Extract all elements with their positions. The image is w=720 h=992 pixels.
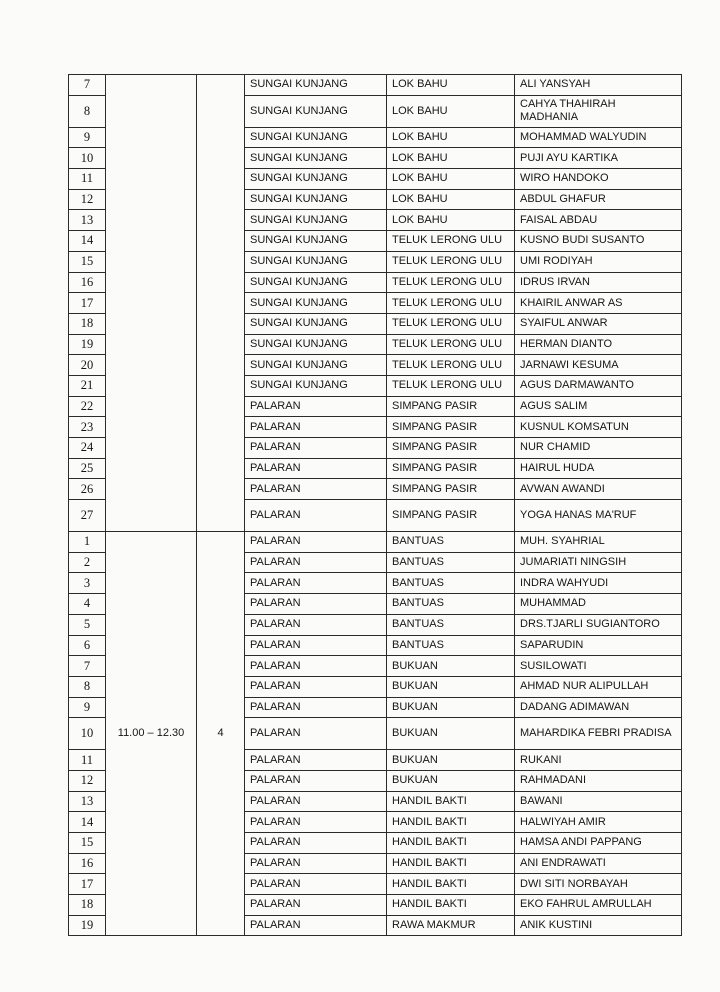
participant-name-cell: AGUS DARMAWANTO	[515, 375, 682, 396]
kelurahan-cell: TELUK LERONG ULU	[387, 313, 515, 334]
row-number: 6	[69, 635, 106, 656]
kecamatan-cell: PALARAN	[245, 853, 387, 874]
participant-name-cell: INDRA WAHYUDI	[515, 573, 682, 594]
kecamatan-cell: SUNGAI KUNJANG	[245, 127, 387, 148]
kecamatan-cell: PALARAN	[245, 750, 387, 771]
kelurahan-cell: BANTUAS	[387, 614, 515, 635]
participant-name-cell: KUSNUL KOMSATUN	[515, 417, 682, 438]
row-number: 20	[69, 355, 106, 376]
row-number: 7	[69, 656, 106, 677]
participant-name-cell: SUSILOWATI	[515, 656, 682, 677]
kelurahan-cell: LOK BAHU	[387, 169, 515, 190]
row-number: 8	[69, 676, 106, 697]
kelurahan-cell: BANTUAS	[387, 532, 515, 553]
participant-name-cell: KUSNO BUDI SUSANTO	[515, 231, 682, 252]
row-number: 5	[69, 614, 106, 635]
row-number: 10	[69, 718, 106, 750]
participant-name-cell: KHAIRIL ANWAR AS	[515, 293, 682, 314]
kecamatan-cell: SUNGAI KUNJANG	[245, 375, 387, 396]
participant-name-cell: SYAIFUL ANWAR	[515, 313, 682, 334]
row-number: 2	[69, 552, 106, 573]
row-number: 18	[69, 313, 106, 334]
kecamatan-cell: PALARAN	[245, 396, 387, 417]
kelurahan-cell: LOK BAHU	[387, 75, 515, 96]
kecamatan-cell: PALARAN	[245, 594, 387, 615]
participant-name-cell: DWI SITI NORBAYAH	[515, 874, 682, 895]
row-number: 11	[69, 169, 106, 190]
participant-schedule-table	[68, 74, 682, 936]
kecamatan-cell: PALARAN	[245, 417, 387, 438]
kecamatan-cell: PALARAN	[245, 915, 387, 936]
kecamatan-cell: PALARAN	[245, 479, 387, 500]
participant-name-cell: MUHAMMAD	[515, 594, 682, 615]
participant-name-cell: IDRUS IRVAN	[515, 272, 682, 293]
row-number: 4	[69, 594, 106, 615]
kelurahan-cell: HANDIL BAKTI	[387, 791, 515, 812]
kecamatan-cell: PALARAN	[245, 552, 387, 573]
kelurahan-cell: BUKUAN	[387, 718, 515, 750]
kecamatan-cell: PALARAN	[245, 676, 387, 697]
kecamatan-cell: SUNGAI KUNJANG	[245, 272, 387, 293]
kecamatan-cell: SUNGAI KUNJANG	[245, 251, 387, 272]
participant-name-cell: MOHAMMAD WALYUDIN	[515, 127, 682, 148]
row-number: 25	[69, 458, 106, 479]
kecamatan-cell: PALARAN	[245, 458, 387, 479]
kecamatan-cell: SUNGAI KUNJANG	[245, 148, 387, 169]
participant-name-cell: HAIRUL HUDA	[515, 458, 682, 479]
kecamatan-cell: PALARAN	[245, 500, 387, 532]
kecamatan-cell: SUNGAI KUNJANG	[245, 210, 387, 231]
table-row	[69, 75, 682, 96]
row-number: 16	[69, 272, 106, 293]
row-number: 27	[69, 500, 106, 532]
session-time	[106, 75, 197, 532]
row-number: 7	[69, 75, 106, 96]
kecamatan-cell: PALARAN	[245, 635, 387, 656]
row-number: 13	[69, 210, 106, 231]
participant-name-cell: WIRO HANDOKO	[515, 169, 682, 190]
participant-name-cell: SAPARUDIN	[515, 635, 682, 656]
kelurahan-cell: SIMPANG PASIR	[387, 479, 515, 500]
row-number: 11	[69, 750, 106, 771]
row-number: 17	[69, 293, 106, 314]
kecamatan-cell: PALARAN	[245, 895, 387, 916]
kecamatan-cell: SUNGAI KUNJANG	[245, 231, 387, 252]
kelurahan-cell: BANTUAS	[387, 552, 515, 573]
row-number: 9	[69, 697, 106, 718]
row-number: 9	[69, 127, 106, 148]
participant-name-cell: DADANG ADIMAWAN	[515, 697, 682, 718]
kelurahan-cell: SIMPANG PASIR	[387, 500, 515, 532]
row-number: 14	[69, 812, 106, 833]
table-body	[69, 75, 682, 936]
kelurahan-cell: BANTUAS	[387, 635, 515, 656]
kelurahan-cell: BUKUAN	[387, 656, 515, 677]
kelurahan-cell: LOK BAHU	[387, 95, 515, 127]
kecamatan-cell: PALARAN	[245, 438, 387, 459]
row-number: 23	[69, 417, 106, 438]
kelurahan-cell: TELUK LERONG ULU	[387, 251, 515, 272]
session-group	[197, 75, 245, 532]
kecamatan-cell: SUNGAI KUNJANG	[245, 75, 387, 96]
participant-name-cell: DRS.TJARLI SUGIANTORO	[515, 614, 682, 635]
kelurahan-cell: TELUK LERONG ULU	[387, 334, 515, 355]
kecamatan-cell: SUNGAI KUNJANG	[245, 334, 387, 355]
kelurahan-cell: BUKUAN	[387, 750, 515, 771]
kecamatan-cell: SUNGAI KUNJANG	[245, 313, 387, 334]
kecamatan-cell: PALARAN	[245, 874, 387, 895]
kecamatan-cell: PALARAN	[245, 833, 387, 854]
participant-name-cell: UMI RODIYAH	[515, 251, 682, 272]
kecamatan-cell: PALARAN	[245, 812, 387, 833]
kecamatan-cell: PALARAN	[245, 718, 387, 750]
row-number: 13	[69, 791, 106, 812]
participant-name-cell: MAHARDIKA FEBRI PRADISA	[515, 718, 682, 750]
participant-name-cell: HERMAN DIANTO	[515, 334, 682, 355]
row-number: 15	[69, 833, 106, 854]
row-number: 22	[69, 396, 106, 417]
kecamatan-cell: PALARAN	[245, 791, 387, 812]
participant-name-cell: EKO FAHRUL AMRULLAH	[515, 895, 682, 916]
kecamatan-cell: PALARAN	[245, 697, 387, 718]
kecamatan-cell: PALARAN	[245, 573, 387, 594]
participant-name-cell: AVWAN AWANDI	[515, 479, 682, 500]
kelurahan-cell: TELUK LERONG ULU	[387, 355, 515, 376]
participant-name-cell: ALI YANSYAH	[515, 75, 682, 96]
kelurahan-cell: RAWA MAKMUR	[387, 915, 515, 936]
kelurahan-cell: HANDIL BAKTI	[387, 874, 515, 895]
participant-name-cell: JUMARIATI NINGSIH	[515, 552, 682, 573]
participant-name-cell: ANI ENDRAWATI	[515, 853, 682, 874]
row-number: 14	[69, 231, 106, 252]
kelurahan-cell: HANDIL BAKTI	[387, 853, 515, 874]
participant-name-cell: AHMAD NUR ALIPULLAH	[515, 676, 682, 697]
kelurahan-cell: BUKUAN	[387, 697, 515, 718]
row-number: 19	[69, 334, 106, 355]
kecamatan-cell: PALARAN	[245, 656, 387, 677]
row-number: 15	[69, 251, 106, 272]
participant-name-cell: AGUS SALIM	[515, 396, 682, 417]
row-number: 18	[69, 895, 106, 916]
kelurahan-cell: LOK BAHU	[387, 189, 515, 210]
kelurahan-cell: HANDIL BAKTI	[387, 812, 515, 833]
participant-name-cell: CAHYA THAHIRAH MADHANIA	[515, 95, 682, 127]
participant-name-cell: NUR CHAMID	[515, 438, 682, 459]
participant-name-cell: RUKANI	[515, 750, 682, 771]
row-number: 12	[69, 770, 106, 791]
row-number: 12	[69, 189, 106, 210]
row-number: 1	[69, 532, 106, 553]
row-number: 17	[69, 874, 106, 895]
session-time: 11.00 – 12.30	[106, 532, 197, 936]
kelurahan-cell: BANTUAS	[387, 594, 515, 615]
kecamatan-cell: SUNGAI KUNJANG	[245, 95, 387, 127]
kelurahan-cell: SIMPANG PASIR	[387, 396, 515, 417]
kelurahan-cell: LOK BAHU	[387, 210, 515, 231]
participant-name-cell: ABDUL GHAFUR	[515, 189, 682, 210]
kelurahan-cell: TELUK LERONG ULU	[387, 231, 515, 252]
kecamatan-cell: SUNGAI KUNJANG	[245, 189, 387, 210]
participant-name-cell: ANIK KUSTINI	[515, 915, 682, 936]
kelurahan-cell: TELUK LERONG ULU	[387, 272, 515, 293]
kecamatan-cell: PALARAN	[245, 770, 387, 791]
participant-name-cell: JARNAWI KESUMA	[515, 355, 682, 376]
kecamatan-cell: PALARAN	[245, 532, 387, 553]
participant-name-cell: RAHMADANI	[515, 770, 682, 791]
kelurahan-cell: LOK BAHU	[387, 127, 515, 148]
kelurahan-cell: TELUK LERONG ULU	[387, 375, 515, 396]
kelurahan-cell: SIMPANG PASIR	[387, 438, 515, 459]
kelurahan-cell: SIMPANG PASIR	[387, 458, 515, 479]
kelurahan-cell: HANDIL BAKTI	[387, 833, 515, 854]
row-number: 26	[69, 479, 106, 500]
row-number: 16	[69, 853, 106, 874]
kecamatan-cell: SUNGAI KUNJANG	[245, 355, 387, 376]
kelurahan-cell: SIMPANG PASIR	[387, 417, 515, 438]
session-group: 4	[197, 532, 245, 936]
participant-name-cell: HAMSA ANDI PAPPANG	[515, 833, 682, 854]
participant-name-cell: BAWANI	[515, 791, 682, 812]
kelurahan-cell: BUKUAN	[387, 676, 515, 697]
participant-name-cell: HALWIYAH AMIR	[515, 812, 682, 833]
kelurahan-cell: LOK BAHU	[387, 148, 515, 169]
kelurahan-cell: BANTUAS	[387, 573, 515, 594]
row-number: 3	[69, 573, 106, 594]
row-number: 10	[69, 148, 106, 169]
participant-name-cell: YOGA HANAS MA'RUF	[515, 500, 682, 532]
row-number: 24	[69, 438, 106, 459]
row-number: 19	[69, 915, 106, 936]
kelurahan-cell: BUKUAN	[387, 770, 515, 791]
kecamatan-cell: PALARAN	[245, 614, 387, 635]
kecamatan-cell: SUNGAI KUNJANG	[245, 293, 387, 314]
participant-name-cell: PUJI AYU KARTIKA	[515, 148, 682, 169]
table-row	[69, 532, 682, 553]
kelurahan-cell: TELUK LERONG ULU	[387, 293, 515, 314]
participant-name-cell: FAISAL ABDAU	[515, 210, 682, 231]
row-number: 21	[69, 375, 106, 396]
kecamatan-cell: SUNGAI KUNJANG	[245, 169, 387, 190]
participant-name-cell: MUH. SYAHRIAL	[515, 532, 682, 553]
kelurahan-cell: HANDIL BAKTI	[387, 895, 515, 916]
row-number: 8	[69, 95, 106, 127]
